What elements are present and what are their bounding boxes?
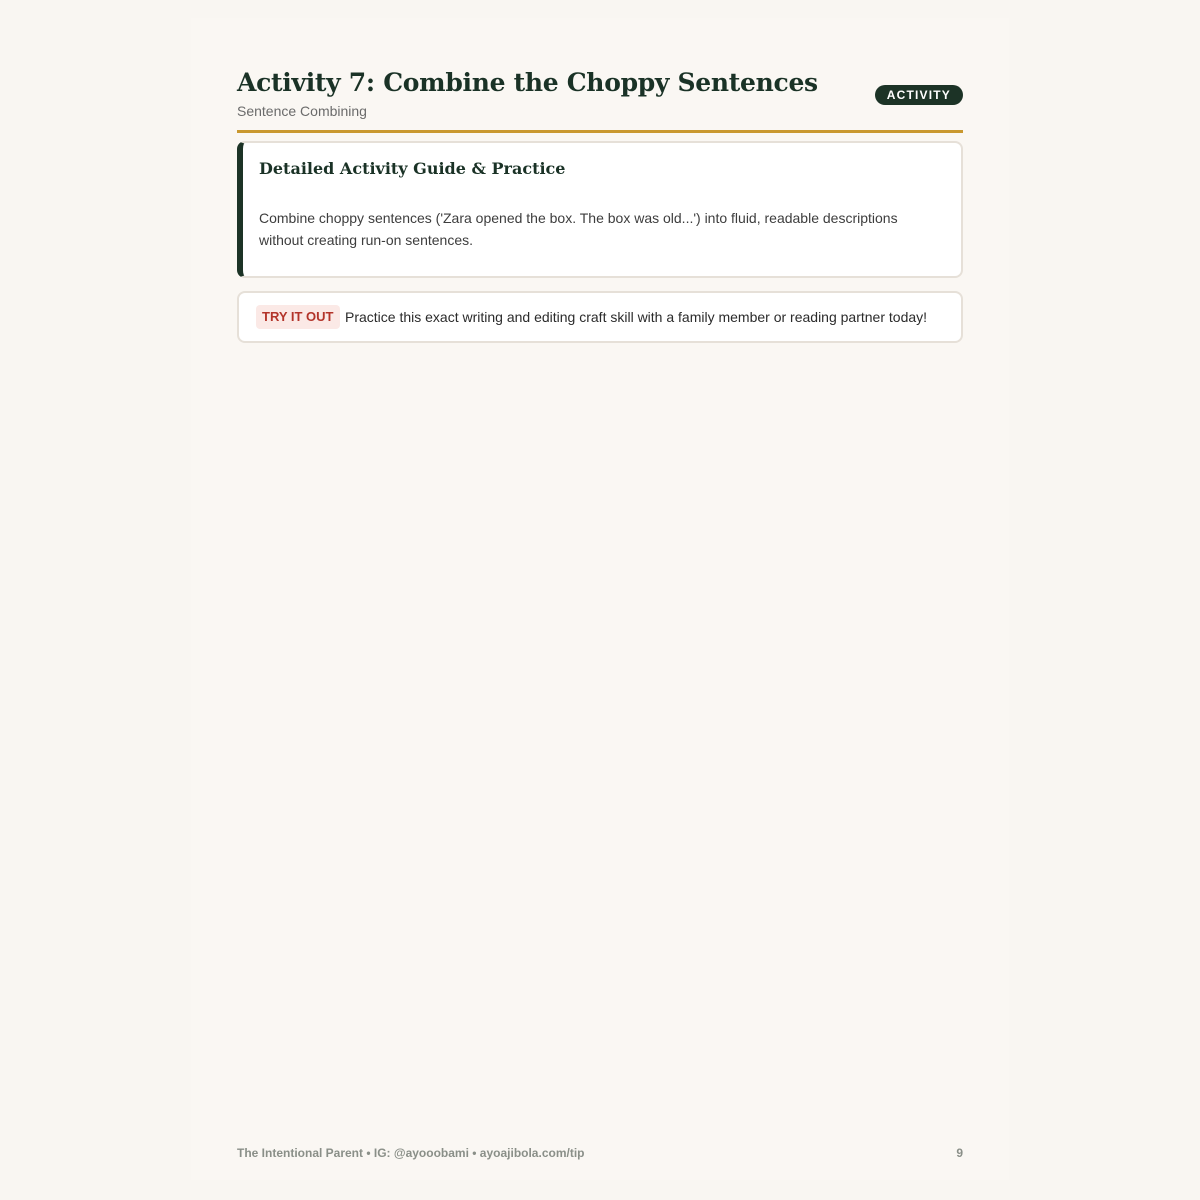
try-it-out-label: TRY IT OUT [256,305,340,329]
try-it-out-text: Practice this exact writing and editing craft skill with a family member or reading partner today! [345,309,928,325]
page-subtitle: Sentence Combining [237,103,367,119]
activity-badge: ACTIVITY [875,85,963,105]
try-it-out-card [237,291,963,343]
activity-guide-card [237,141,963,278]
page-title: Activity 7: Combine the Choppy Sentences [237,68,818,97]
page-footer [237,1146,963,1164]
guide-body-text: Combine choppy sentences ('Zara opened the box. The box was old...') into fluid, readable descriptions without creating run-on sentences. [259,210,898,248]
footer-credit: The Intentional Parent • IG: @ayooobami • ayoajibola.com/tip [237,1146,585,1160]
page-number: 9 [956,1146,963,1160]
page-header [237,68,963,133]
guide-heading: Detailed Activity Guide & Practice [259,159,566,178]
